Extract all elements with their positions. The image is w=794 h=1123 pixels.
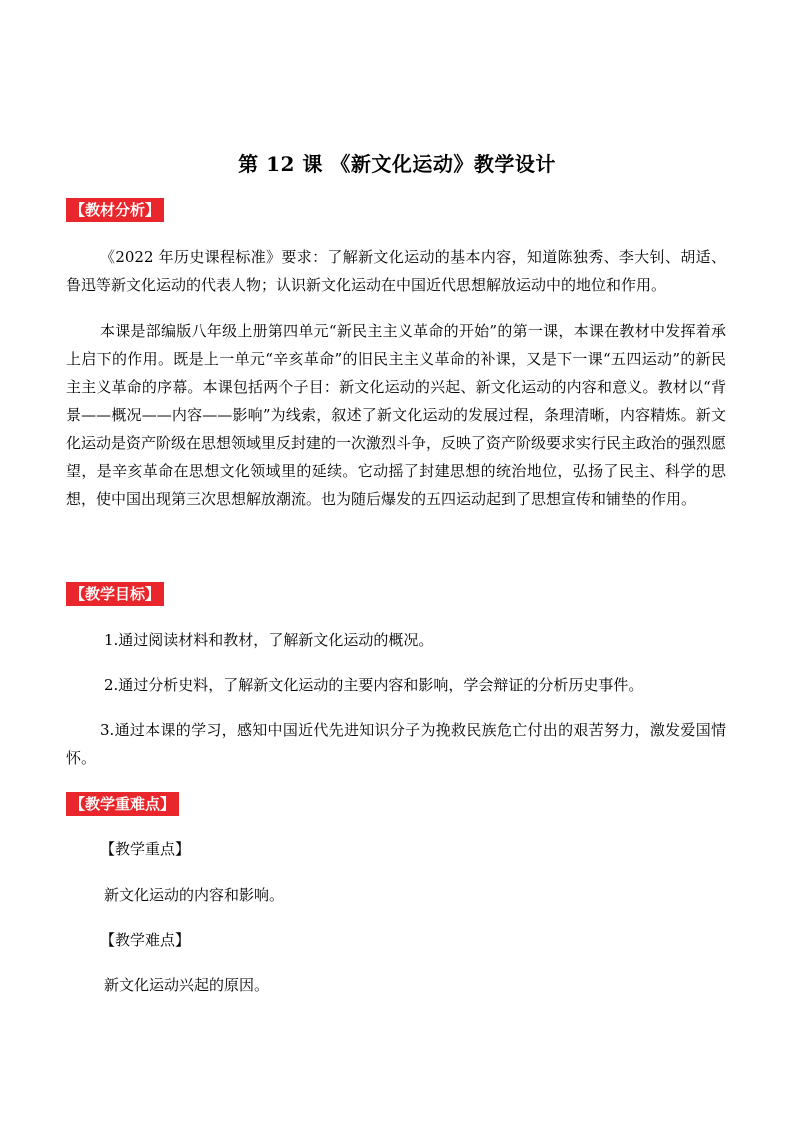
analysis-paragraph-2: 本课是部编版八年级上册第四单元“新民主主义革命的开始”的第一课，本课在教材中发挥着承上启下的作用。既是上一单元“辛亥革命”的旧民主主义革命的补课，又是下一课“五四运动”的新民主主义革命的序幕。本课包括两个子目：新文化运动的兴起、新文化运动的内容和意义。教材以“背景——概况——内容——影响”为线索，叙述了新文化运动的发展过程，条理清晰，内容精炼。新文化运动是资产阶级在思想领域里反封建的一次激烈斗争，反映了资产阶级要求实行民主政治的强烈愿望，是辛亥革命在思想文化领域里的延续。它动摇了封建思想的统治地位，弘扬了民主、科学的思想，使中国出现第三次思想解放潮流。也为随后爆发的五四运动起到了思想宣传和铺垫的作用。	[66, 322, 727, 508]
objective-item-1: 1.通过阅读材料和教材，了解新文化运动的概况。	[104, 631, 434, 649]
section-heading-key-points: 【教学重难点】	[66, 792, 179, 816]
section-heading-objectives: 【教学目标】	[66, 582, 164, 606]
objective-item-3: 3.通过本课的学习，感知中国近代先进知识分子为挽救民族危亡付出的艰苦努力，激发爱国情怀。	[66, 721, 726, 767]
focus-label: 【教学重点】	[100, 840, 191, 858]
objective-item-2: 2.通过分析史料，了解新文化运动的主要内容和影响，学会辩证的分析历史事件。	[104, 676, 644, 694]
analysis-paragraph-1: 《2022 年历史课程标准》要求：了解新文化运动的基本内容，知道陈独秀、李大钊、胡适、鲁迅等新文化运动的代表人物；认识新文化运动在中国近代思想解放运动中的地位和作用。	[66, 248, 726, 294]
focus-text: 新文化运动的内容和影响。	[104, 886, 285, 904]
section-heading-analysis: 【教材分析】	[66, 198, 164, 222]
page-title: 第 12 课 《新文化运动》教学设计	[238, 152, 556, 176]
difficulty-label: 【教学难点】	[100, 931, 191, 949]
difficulty-text: 新文化运动兴起的原因。	[104, 976, 270, 994]
